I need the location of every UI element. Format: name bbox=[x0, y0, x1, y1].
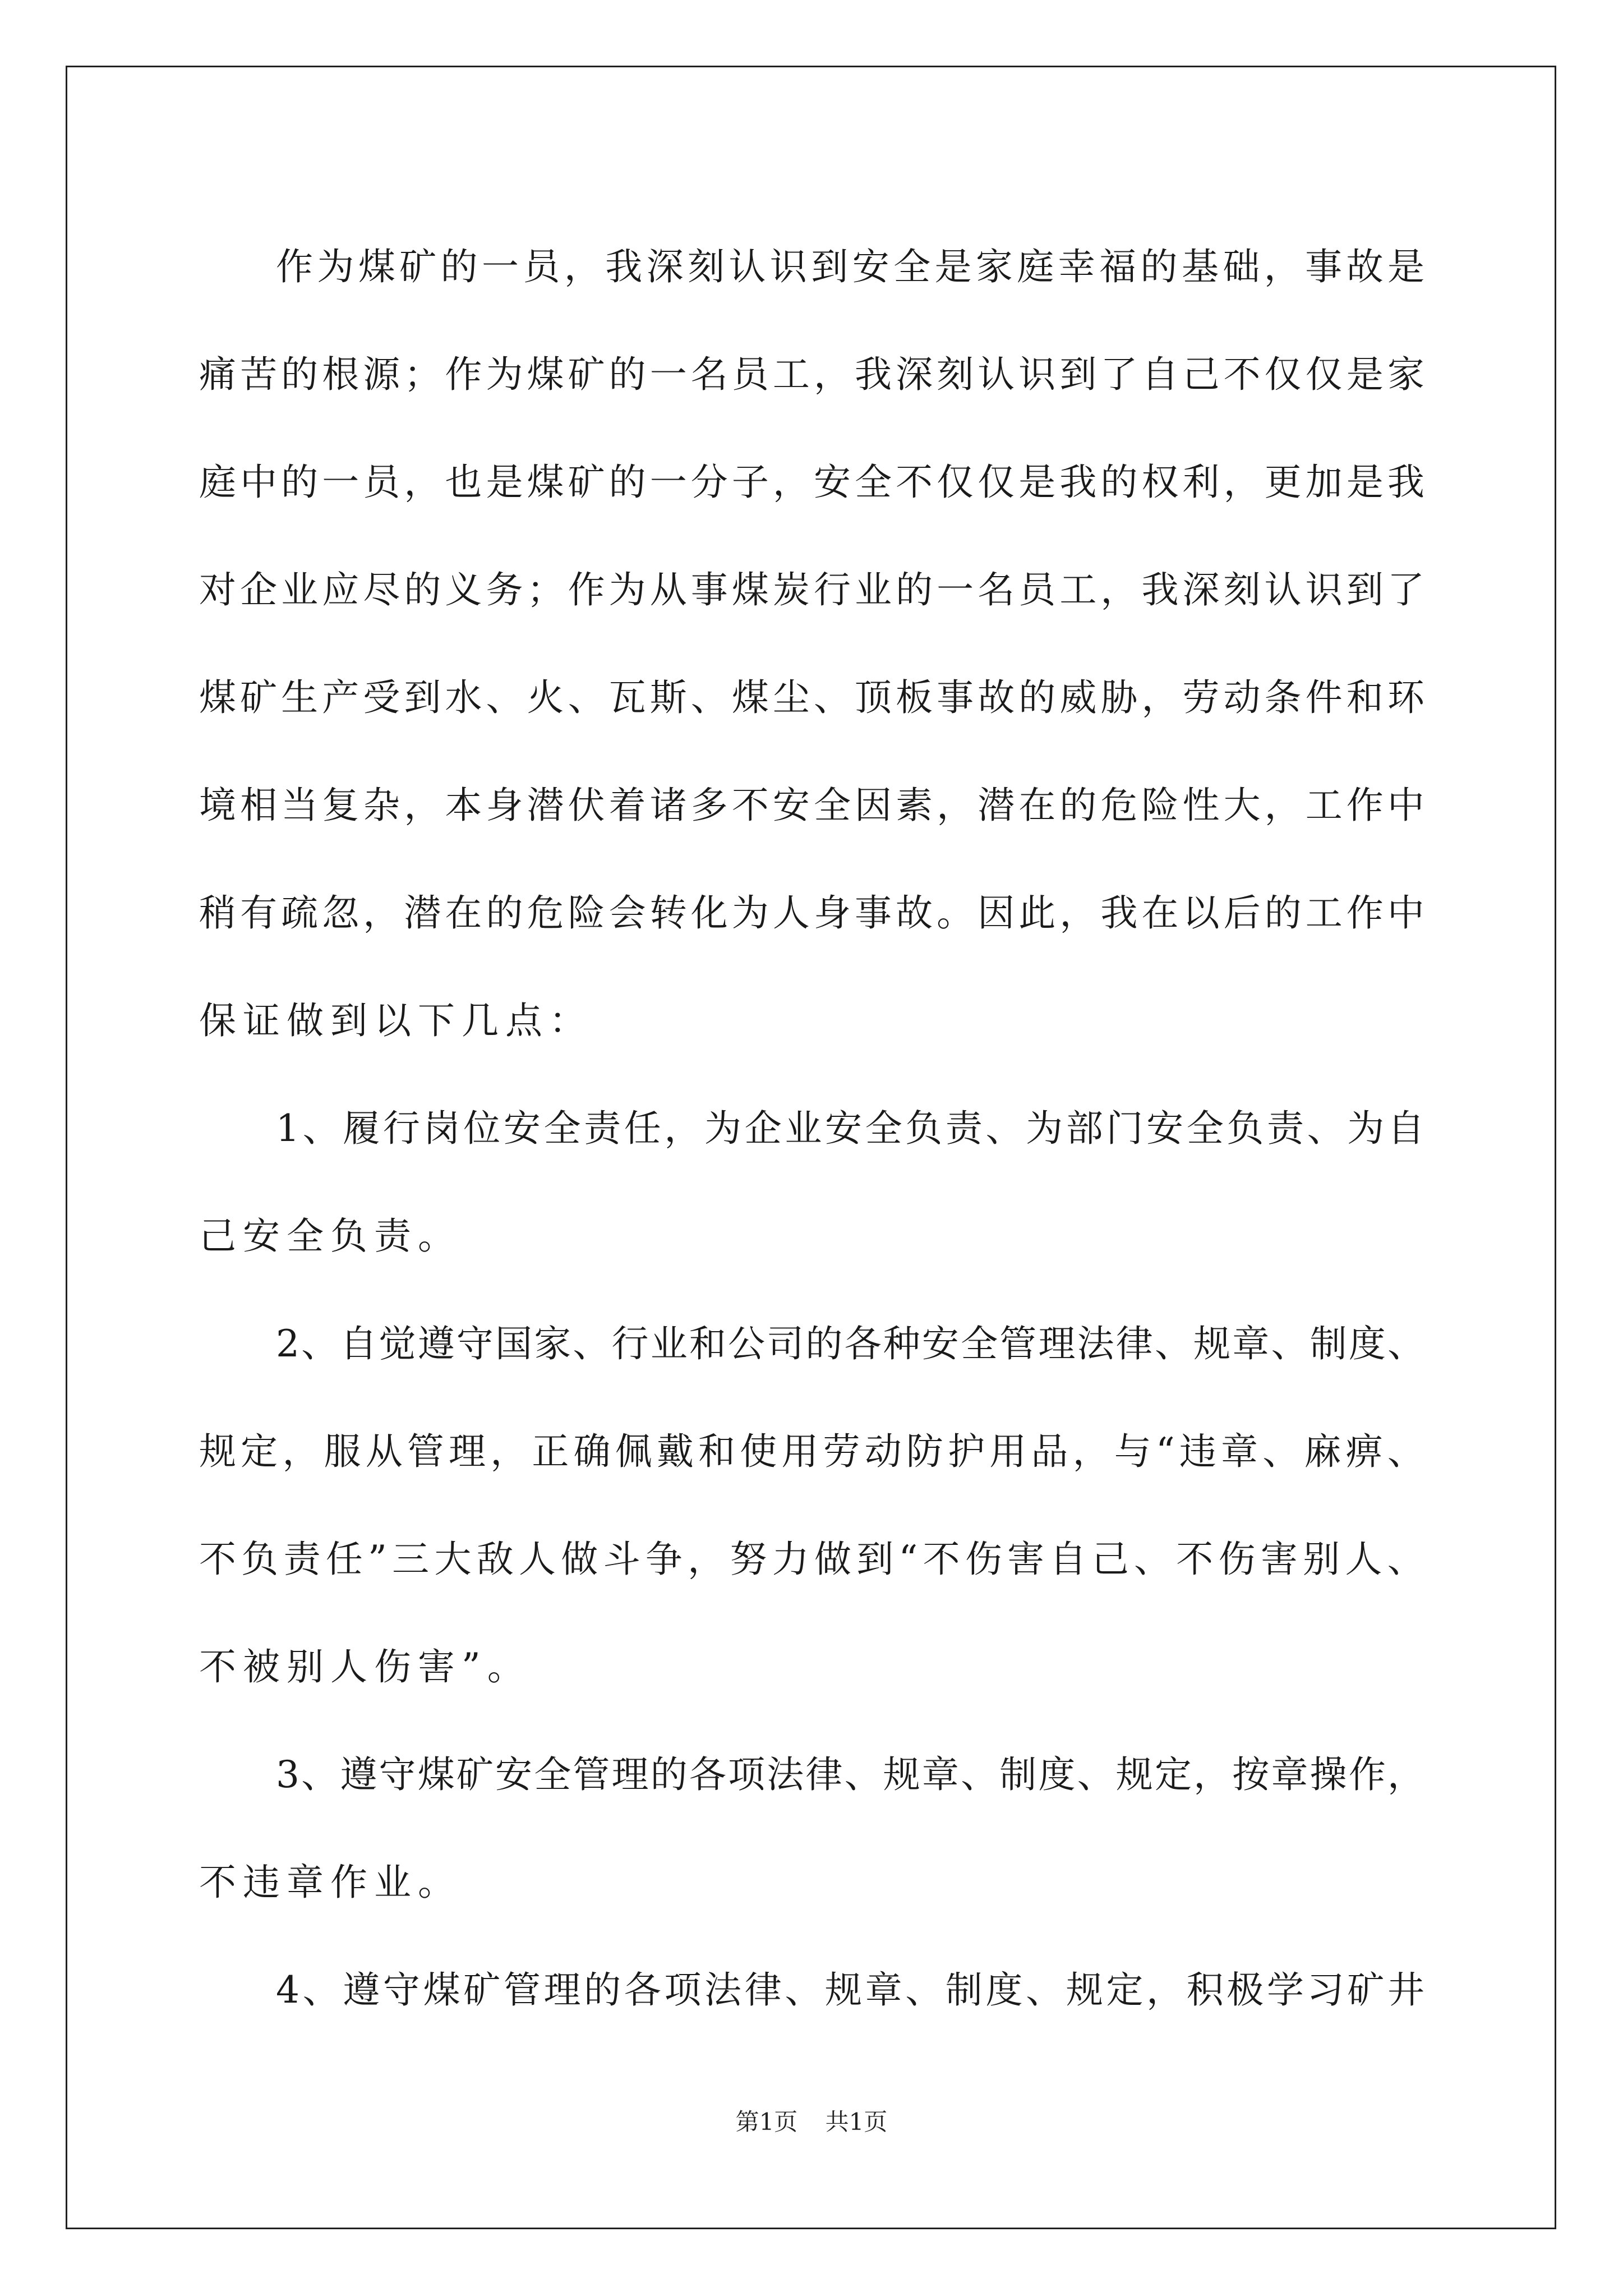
paragraph-1-line-5: 煤 矿 生 产 受 到 水 、 火 、 瓦 斯 、 煤 尘 、 顶 板 事 故 的 威 胁 ， 劳 动 条 件 和 环 bbox=[199, 676, 1424, 719]
paragraph-2-line-2: 己安全负责。 bbox=[199, 1214, 462, 1258]
paragraph-1-line-2: 痛 苦 的 根 源 ； 作 为 煤 矿 的 一 名 员 工 ， 我 深 刻 认 识 到 了 自 己 不 仅 仅 是 家 bbox=[199, 353, 1424, 396]
paragraph-1-line-1: 作 为 煤 矿 的 一 员 ， 我 深 刻 认 识 到 安 全 是 家 庭 幸 福 的 基 础 ， 事 故 是 bbox=[276, 245, 1424, 288]
page-footer bbox=[0, 2104, 1623, 2137]
paragraph-1-line-3: 庭 中 的 一 员 ， 也 是 煤 矿 的 一 分 子 ， 安 全 不 仅 仅 是 我 的 权 利 ， 更 加 是 我 bbox=[199, 461, 1424, 504]
page-total: 共1页 bbox=[825, 2108, 888, 2136]
paragraph-3-line-1: 2 、 自 觉 遵 守 国 家 、 行 业 和 公 司 的 各 种 安 全 管 理 法 律 、 规 章 、 制 度 、 bbox=[276, 1322, 1424, 1365]
paragraph-1-line-8: 保证做到以下几点： bbox=[199, 999, 593, 1042]
paragraph-1-line-4: 对 企 业 应 尽 的 义 务 ； 作 为 从 事 煤 炭 行 业 的 一 名 员 工 ， 我 深 刻 认 识 到 了 bbox=[199, 568, 1424, 611]
paragraph-3-line-4: 不被别人伤害”。 bbox=[199, 1645, 531, 1688]
paragraph-3-line-2: 规 定 ， 服 从 管 理 ， 正 确 佩 戴 和 使 用 劳 动 防 护 用 品 ， 与 “ 违 章 、 麻 痹 、 bbox=[199, 1430, 1424, 1473]
document-body bbox=[199, 213, 1424, 2044]
paragraph-1-line-7: 稍 有 疏 忽 ， 潜 在 的 危 险 会 转 化 为 人 身 事 故 。 因 此 ， 我 在 以 后 的 工 作 中 bbox=[199, 891, 1424, 935]
paragraph-4-line-1: 3 、 遵 守 煤 矿 安 全 管 理 的 各 项 法 律 、 规 章 、 制 度 、 规 定 ， 按 章 操 作 ， bbox=[276, 1753, 1424, 1796]
paragraph-1-line-6: 境 相 当 复 杂 ， 本 身 潜 伏 着 诸 多 不 安 全 因 素 ， 潜 在 的 危 险 性 大 ， 工 作 中 bbox=[199, 784, 1424, 827]
paragraph-2-line-1: 1 、 履 行 岗 位 安 全 责 任 ， 为 企 业 安 全 负 责 、 为 部 门 安 全 负 责 、 为 自 bbox=[276, 1107, 1424, 1150]
page-number: 第1页 bbox=[735, 2108, 798, 2136]
paragraph-4-line-2: 不违章作业。 bbox=[199, 1861, 462, 1904]
paragraph-5-line-1: 4 、 遵 守 煤 矿 管 理 的 各 项 法 律 、 规 章 、 制 度 、 规 定 ， 积 极 学 习 矿 井 bbox=[276, 1968, 1424, 2012]
paragraph-3-line-3: 不 负 责 任 ” 三 大 敌 人 做 斗 争 ， 努 力 做 到 “ 不 伤 害 自 己 、 不 伤 害 别 人 、 bbox=[199, 1538, 1424, 1581]
